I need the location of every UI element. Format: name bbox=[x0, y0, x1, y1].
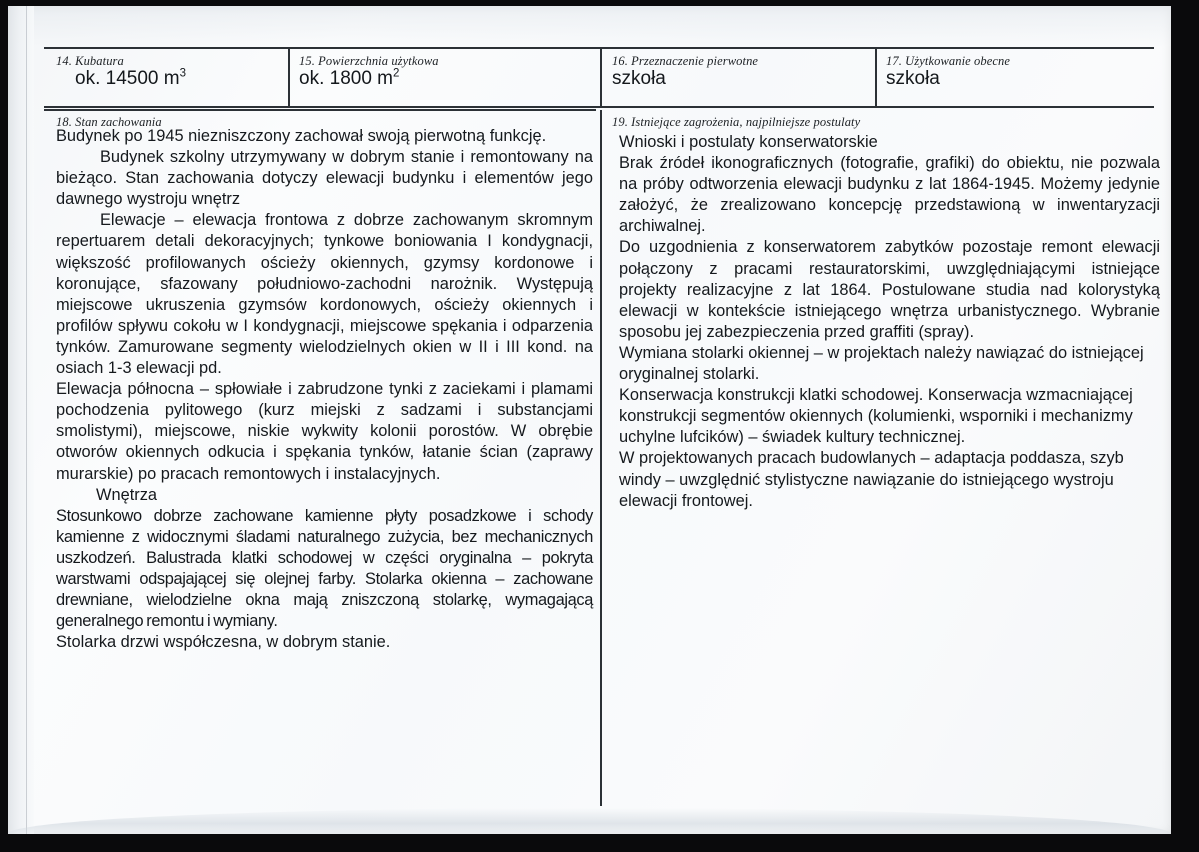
field-16-value-text: szkoła bbox=[612, 68, 666, 89]
table-rule-section-18 bbox=[44, 109, 596, 111]
section-18-body bbox=[56, 126, 593, 653]
section-18-label: 18. Stan zachowania bbox=[56, 115, 162, 129]
paragraph: Brak źródeł ikonograficznych (fotografie, grafiki) do obiektu, nie pozwala na próby odtworzenia elewacji budynku z lat 1864-1945. Możemy jedynie założyć, że zrealizowano koncepcję przedstawioną w inwentaryzacji archiwalnej. bbox=[619, 154, 1160, 236]
field-15-value-superscript: 2 bbox=[393, 67, 400, 80]
paragraph: Wnioski i postulaty konserwatorskie bbox=[619, 133, 878, 151]
table-divider-15-16 bbox=[600, 47, 602, 107]
table-rule-middle bbox=[44, 106, 1154, 108]
paragraph: Stosunkowo dobrze zachowane kamienne płyty posadzkowe i schody kamienne z widocznymi śladami naturalnego zużycia, bez mechanicznych uszkodzeń. Balustrada klatki schodowej w części oryginalna – pokryta warstwami odspajającej się olejnej farby. Stolarka okienna – zachowane drewniane, wielodzielne okna mają zniszczoną stolarkę, wymagającą generalnego remontu i wymiany. bbox=[56, 506, 593, 631]
paragraph: Konserwacja konstrukcji klatki schodowej. Konserwacja wzmacniającej konstrukcji segmentów okiennych (kolumienki, wsporniki i mechanizmy uchylne lufcików) – świadek kultury technicznej. bbox=[619, 386, 1133, 447]
field-14-label: 14. Kubatura bbox=[56, 54, 124, 68]
field-14-value-superscript: 3 bbox=[179, 67, 186, 80]
field-15-value-text: ok. 1800 m bbox=[299, 68, 393, 89]
paragraph: Wymiana stolarki okiennej – w projektach należy nawiązać do istniejącej oryginalnej stolarki. bbox=[619, 343, 1144, 384]
field-17-label: 17. Użytkowanie obecne bbox=[886, 54, 1011, 68]
field-17-value bbox=[886, 68, 940, 90]
table-divider-14-15 bbox=[288, 47, 290, 107]
field-16-label: 16. Przeznaczenie pierwotne bbox=[612, 54, 759, 68]
paragraph: Elewacja północna – spłowiałe i zabrudzone tynki z zaciekami i plamami pochodzenia pylitowego (kurz miejski z sadzami i substancjami smolistymi), miejscowe, niskie wykwity kolonii porostów. W obrębie otworów okiennych odkucia i spękania tynków, łatanie ścian (zaprawy murarskie) po pracach remontowych i instalacyjnych. bbox=[56, 380, 593, 483]
paragraph: Wnętrza bbox=[96, 485, 158, 504]
field-15-label: 15. Powierzchnia użytkowa bbox=[299, 54, 439, 68]
paragraph: Stolarka drzwi współczesna, w dobrym stanie. bbox=[56, 633, 391, 652]
field-16-value bbox=[612, 68, 666, 90]
section-19-body bbox=[619, 132, 1160, 512]
section-19-label: 19. Istniejące zagrożenia, najpilniejsze postulaty bbox=[612, 115, 861, 129]
paragraph: W projektowanych pracach budowlanych – adaptacja poddasza, szyb windy – uwzględnić stylistyczne nawiązanie do istniejącego wystroju elewacji frontowej. bbox=[619, 449, 1124, 510]
table-divider-18-19 bbox=[600, 110, 602, 806]
field-14-value-text: ok. 14500 m bbox=[75, 68, 180, 89]
paragraph: Budynek szkolny utrzymywany w dobrym stanie i remontowany na bieżąco. Stan zachowania dotyczy elewacji budynku i elementów jego dawnego wystroju wnętrz bbox=[56, 148, 593, 209]
table-rule-top bbox=[44, 47, 1154, 49]
table-divider-16-17 bbox=[875, 47, 877, 107]
paragraph: Do uzgodnienia z konserwatorem zabytków pozostaje remont elewacji połączony z pracami restauratorskimi, uwzględniającymi istniejące projekty realizacyjne z lat 1864. Postulowane studia nad kolorystyką elewacji w kontekście istniejącego wnętrza urbanistycznego. Wybranie sposobu jej zabezpieczenia przed graffiti (spray). bbox=[619, 238, 1160, 341]
paragraph: Budynek po 1945 niezniszczony zachował swoją pierwotną funkcję. bbox=[56, 127, 547, 145]
field-14-value bbox=[75, 68, 186, 90]
paragraph: Elewacje – elewacja frontowa z dobrze zachowanym skromnym repertuarem detali dekoracyjnych; tynkowe boniowania I kondygnacji, większość profilowanych ościeży okiennych, gzymsy kordonowe i koronujące, sfazowany południowo-zachodni narożnik. Występują miejscowe ukruszenia gzymsów kordonowych, ościeży okiennych i profilów spływu cokołu w I kondygnacji, miejscowe spękania i odparzenia tynków. Zamurowane segmenty wielodzielnych okien w II i III kond. na osiach 1-3 elewacji pd. bbox=[56, 211, 593, 378]
field-15-value bbox=[299, 68, 399, 90]
field-17-value-text: szkoła bbox=[886, 68, 940, 89]
